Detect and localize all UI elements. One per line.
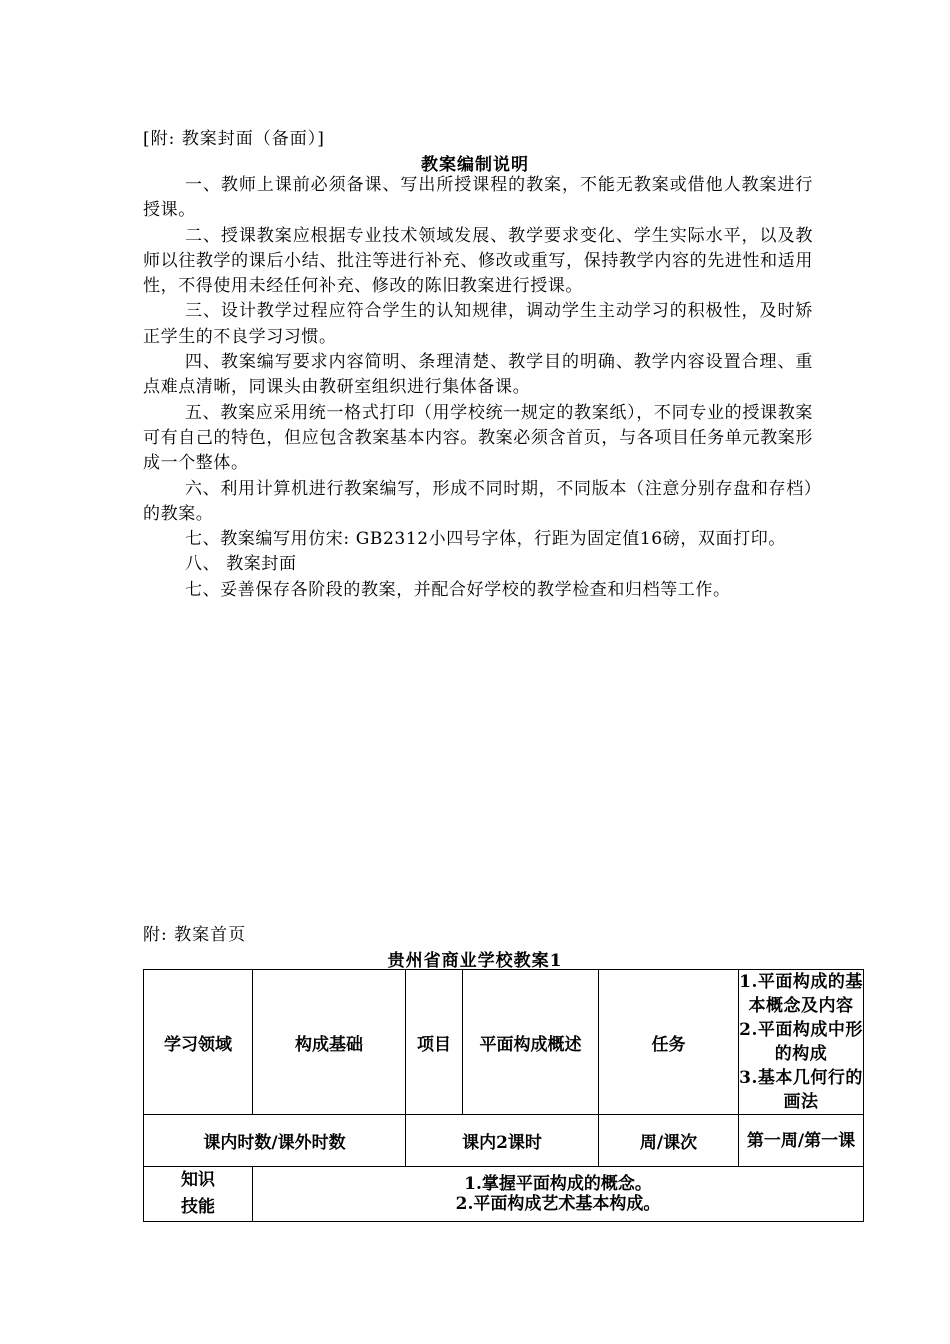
week-label-cell: 周/课次 [599, 1115, 739, 1167]
task-item: 2.平面构成中形的构成 [739, 1020, 863, 1064]
guide-title: 教案编制说明 [421, 155, 529, 175]
table-row [144, 1115, 864, 1167]
knowledge-item: 2.平面构成艺术基本构成。 [455, 1194, 661, 1214]
guide-item: 七、妥善保存各阶段的教案，并配合好学校的教学检查和归档等工作。 [185, 579, 731, 600]
appendix-cover-label: [附: 教案封面（备面）] [143, 129, 325, 149]
guide-item: 四、教案编写要求内容简明、条理清楚、教学目的明确、教学内容设置合理、重点难点清晰，同课头由教研室组织进行集体备课。 [143, 352, 813, 398]
project-label-cell: 项目 [406, 970, 463, 1115]
guide-item: 二、授课教案应根据专业技术领域发展、教学要求变化、学生实际水平，以及教师以往教学的课后小结、批注等进行补充、修改或重写，保持教学内容的先进性和适用性，不得使用未经任何补充、修改的陈旧教案进行授课。 [143, 225, 813, 297]
task-label-cell: 任务 [599, 970, 739, 1115]
knowledge-items-cell [253, 1167, 864, 1222]
task-item: 1.平面构成的基本概念及内容 [739, 972, 863, 1016]
knowledge-label-cell [144, 1167, 253, 1222]
lesson-plan-title: 贵州省商业学校教案1 [387, 951, 563, 971]
guide-item: 五、教案应采用统一格式打印（用学校统一规定的教案纸），不同专业的授课教案可有自己的特色，但应包含教案基本内容。教案必须含首页，与各项目任务单元教案形成一个整体。 [143, 402, 813, 474]
field-label-cell: 学习领域 [144, 970, 253, 1115]
appendix-first-page-label: 附: 教案首页 [143, 925, 247, 945]
guide-body [143, 173, 813, 603]
guide-item: 三、设计教学过程应符合学生的认知规律，调动学生主动学习的积极性，及时矫正学生的不良学习习惯。 [143, 301, 813, 347]
table-row [144, 1167, 864, 1222]
guide-item: 一、教师上课前必须备课、写出所授课程的教案，不能无教案或借他人教案进行授课。 [143, 175, 813, 221]
guide-item: 七、教案编写用仿宋: GB2312小四号字体，行距为固定值16磅，双面打印。 [185, 529, 786, 550]
field-value-cell: 构成基础 [253, 970, 406, 1115]
project-value-cell: 平面构成概述 [463, 970, 599, 1115]
task-detail-cell [739, 970, 864, 1115]
table-row [144, 970, 864, 1115]
knowledge-label-line: 知识 [181, 1170, 215, 1190]
knowledge-label-line: 技能 [181, 1197, 215, 1217]
guide-item: 六、利用计算机进行教案编写，形成不同时期，不同版本（注意分别存盘和存档）的教案。 [143, 478, 813, 524]
task-item: 3.基本几何行的画法 [739, 1068, 863, 1112]
hours-value-cell: 课内2课时 [406, 1115, 599, 1167]
week-value-cell: 第一周/第一课 [739, 1115, 864, 1167]
hours-label-cell: 课内时数/课外时数 [144, 1115, 406, 1167]
lesson-plan-table [143, 969, 864, 1222]
guide-item: 八、 教案封面 [185, 554, 297, 575]
knowledge-item: 1.掌握平面构成的概念。 [464, 1174, 652, 1194]
